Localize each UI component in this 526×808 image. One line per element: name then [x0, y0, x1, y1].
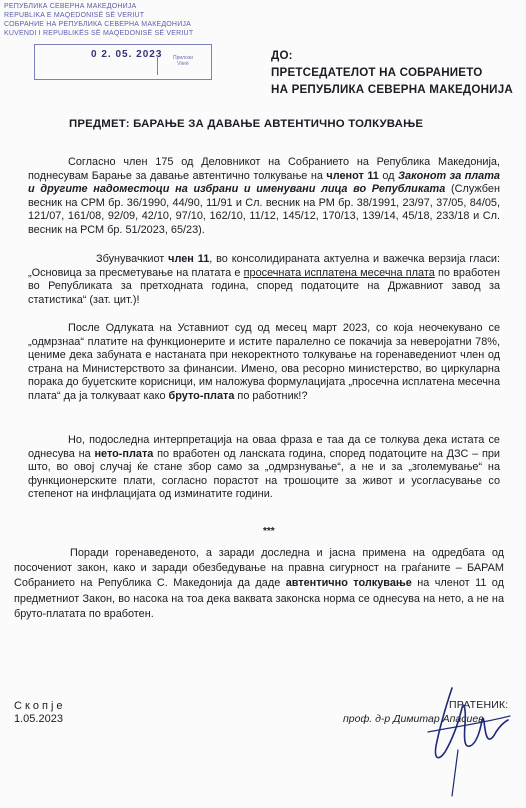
stamp-cell [157, 55, 208, 75]
stamp-cell-label: Прилози [173, 55, 193, 61]
text-run: , во консолидираната актуелна и важечка верзија гласи: „Основица за пресметување на платата е [28, 253, 500, 279]
text-run: по работник!? [234, 389, 308, 402]
text-run: Но, подоследна интерпретација на оваа фраза е таа да се толкува дека истата се однесува на [28, 434, 500, 460]
stamp-line: СОБРАНИЕ НА РЕПУБЛИКА СЕВЕРНА МАКЕДОНИЈА [4, 21, 191, 28]
signer-role: ПРАТЕНИК: [449, 699, 509, 711]
text-run-bold: автентично толкување [285, 577, 412, 590]
stamp-cell-label: Vlerë [177, 61, 189, 67]
text-run: на членот 11 од предметниот Закон, во насока на тоа дека ваквата законска норма се однесува на нето, а не на бруто-платата по вработен. [14, 577, 504, 620]
text-run: (Службен весник на СРМ бр. 36/1990, 44/90, 11/91 и Сл. весник на РМ бр. 38/1991, 23/97, 37/05, 84/05, 121/07, 161/08, 92/09, 42/10, 97/10, 162/10, 11/12, 145/12, 170/13, 139/14, 45/18, 233/18 и Сл. весник на РСМ бр. 51/2023, 65/23). [28, 183, 500, 236]
text-run-underlined: просечната исплатена месечна плата [243, 266, 435, 279]
text-run: Збунувачкиот [96, 253, 169, 265]
recipient-line: ПРЕТСЕДАТЕЛОТ НА СОБРАНИЕТО [271, 66, 483, 79]
section-separator: *** [263, 526, 275, 537]
text-run-bold: бруто-плата [168, 389, 235, 402]
law-title: Законот за плата и другите надоместоци на избрани и именувани лица во Републиката [28, 169, 500, 196]
signer-name: проф. д-р Димитар Апасиев [343, 713, 484, 725]
text-run: Поради горенаведеното, а заради доследна и јасна примена на одредбата од посочениот закон, како и заради обезбедување на правна сигурност на граѓаните – БАРАМ Собранието на Република С. Македонија да даде [14, 547, 504, 590]
stamp-date-box [34, 44, 212, 80]
text-run: Согласно член 175 од Деловникот на Собранието на Република Македонија, поднесувам Барање за давање автентично толкување на [28, 156, 500, 182]
stamp-line: REPUBLIKA E MAQEDONISË SË VERIUT [4, 12, 145, 19]
handwritten-signature [418, 670, 518, 800]
text-run: по вработен од ланската година, според податоците на ДЗС – при што, во овој случај ќе стане збор само за „одмрзнување“, а не и за „зголемување“ на функционерските плати, согласно порастот на трошоците за живот и усогласување со степенот на инфлацијата од изминатите години. [28, 447, 500, 501]
paragraph-4 [28, 434, 500, 502]
paragraph-3 [28, 322, 500, 404]
recipient-block [271, 47, 513, 98]
place: Скопје [14, 700, 66, 712]
subject-line: ПРЕДМЕТ: БАРАЊЕ ЗА ДАВАЊЕ АВТЕНТИЧНО ТОЛКУВАЊЕ [69, 118, 424, 130]
paragraph-1 [28, 156, 500, 238]
text-run-bold: членот 11 [326, 169, 379, 182]
text-run-bold: член 11 [168, 253, 210, 265]
stamp-date: 0 2. 05. 2023 [91, 49, 163, 60]
text-run: по вработен во Републиката за претходната година, според податоците на Државниот завод за статистика“ (зат. цит.)! [28, 266, 501, 306]
stamp-line: KUVENDI I REPUBLIKËS SË MAQEDONISË SË VERIUT [4, 30, 194, 37]
paragraph-5 [14, 546, 504, 622]
text-run: од [378, 169, 399, 182]
recipient-line: НА РЕПУБЛИКА СЕВЕРНА МАКЕДОНИЈА [271, 83, 513, 96]
recipient-line: ДО: [271, 49, 293, 62]
stamp-line: РЕПУБЛИКА СЕВЕРНА МАКЕДОНИЈА [4, 3, 137, 10]
text-run-bold: нето-плата [94, 447, 154, 460]
text-run: После Одлуката на Уставниот суд од месец март 2023, со која неочекувано се „одмрзнаа“ платите на функционерите и истите паралелно се покачија за неверојатни 78%, цениме дека забуната е настаната при некоректното толкување на горенаведениот член од страна на Министерството за финансии. Имено, ова ресорно министерство, во циркуларна порака до буџетските корисници, им наложува формулацијата „просечна исплатена месечна плата“ да ја толкуваат како [28, 322, 500, 402]
document-date: 1.05.2023 [14, 713, 63, 725]
paragraph-2 [28, 253, 500, 307]
